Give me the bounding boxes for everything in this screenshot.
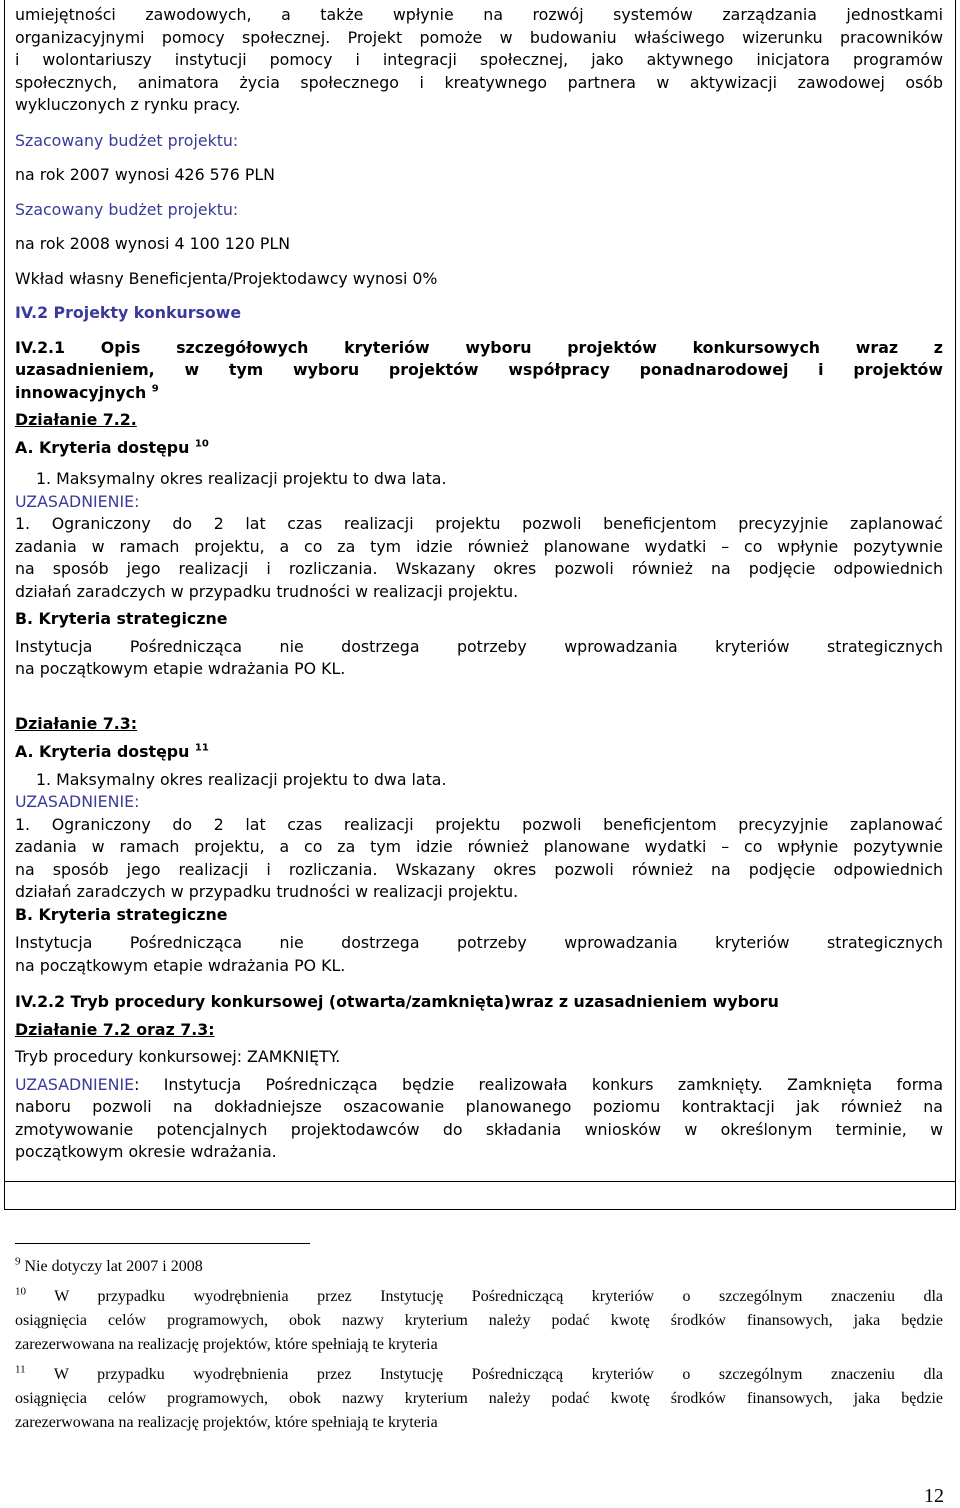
footnote-line [15, 1363, 943, 1387]
frame-divider [4, 1181, 956, 1182]
intro-line: społecznych, animatora życia społecznego i kreatywnego partnera w aktywizacji zawodowej osób [15, 72, 943, 92]
section-heading-iv22: IV.2.2 Tryb procedury konkursowej (otwarta/zamknięta)wraz z uzasadnieniem wyboru [15, 992, 779, 1011]
justification-line: naboru pozwoli na dokładniejsze oszacowanie planowanego poziomu kontraktacji jak również na [15, 1097, 943, 1116]
action-73-title: Działanie 7.3: [15, 713, 138, 733]
footnote-9 [15, 1255, 943, 1279]
section-iv22-justification [15, 1074, 943, 1164]
budget-label-2008: Szacowany budżet projektu: [15, 199, 239, 219]
footnote-11 [15, 1363, 943, 1435]
justification-line: zadania w ramach projektu, a co za tym idzie również planowane wydatki – co wpłynie pozytywnie [15, 536, 943, 556]
criteria-a-label: A. Kryteria dostępu [15, 742, 190, 761]
justification-label: UZASADNIENIE [15, 1074, 135, 1094]
justification-line: na sposób jego realizacji i rozliczania. Wskazany okres pozwoli również na podjęcie odpowiednich [15, 559, 943, 578]
footnote-text: W przypadku wyodrębnienia przez Instytucję Pośredniczącą kryteriów o szczególnym znaczeniu dla [54, 1288, 943, 1305]
criteria-b-line: Instytucja Pośrednicząca nie dostrzega potrzeby wprowadzania kryteriów strategicznych [15, 636, 943, 656]
action-72-justification-label: UZASADNIENIE: [15, 491, 140, 511]
heading-text: innowacyjnych [15, 382, 147, 402]
action-72-title: Działanie 7.2. [15, 410, 137, 429]
justification-line: 1. Ograniczony do 2 lat czas realizacji projektu pozwoli beneficjentom precyzyjnie zaplanować [15, 814, 943, 834]
footnote-10 [15, 1285, 943, 1357]
intro-line: umiejętności zawodowych, a także wpłynie na rozwój systemów zarządzania jednostkami [15, 5, 943, 24]
footnote-line [15, 1285, 943, 1309]
action-73-criteria-a [15, 741, 943, 764]
justification-line: na sposób jego realizacji i rozliczania. Wskazany okres pozwoli również na podjęcie odpowiednich [15, 859, 943, 879]
page-number: 12 [924, 1485, 944, 1507]
action-73-criteria-b: B. Kryteria strategiczne [15, 904, 228, 924]
criteria-a-label: A. Kryteria dostępu [15, 437, 190, 457]
justification-line: działań zaradczych w przypadku trudności w realizacji projektu. [15, 581, 519, 601]
action-72-justification [15, 513, 943, 603]
footnote-line: osiągnięcia celów programowych, obok nazwy kryterium należy podać kwotę środków finansowych, jaka będzie [15, 1390, 943, 1407]
footnote-ref-11[interactable]: 11 [194, 742, 209, 754]
budget-label-2007: Szacowany budżet projektu: [15, 130, 239, 150]
justification-text: : Instytucja Pośrednicząca będzie realizowała konkurs zamknięty. Zamknięta forma [134, 1074, 943, 1094]
justification-line: zmotywowanie potencjalnych projektodawców do składania wniosków w określonym terminie, w [15, 1119, 943, 1139]
section-iv22-action: Działanie 7.2 oraz 7.3: [15, 1019, 215, 1039]
criteria-b-line: na początkowym etapie wdrażania PO KL. [15, 955, 346, 975]
intro-line: i wolontariuszy instytucji pomocy i integracji społecznej, jako aktywnego inicjatora programów [15, 50, 943, 69]
budget-value-2008: na rok 2008 wynosi 4 100 120 PLN [15, 234, 291, 253]
action-73-justification [15, 814, 943, 904]
intro-line: organizacyjnymi pomocy społecznej. Projekt pomoże w budowaniu właściwego wizerunku pracowników [15, 27, 943, 47]
footnote-line: zarezerwowana na realizację projektów, które spełniają te kryteria [15, 1414, 438, 1431]
footnote-mark: 10 [15, 1285, 26, 1298]
action-72-criteria-a [15, 437, 943, 460]
footnote-text: W przypadku wyodrębnienia przez Instytucję Pośredniczącą kryteriów o szczególnym znaczeniu dla [53, 1366, 943, 1383]
procedure-mode: Tryb procedury konkursowej: ZAMKNIĘTY. [15, 1047, 341, 1066]
section-heading-iv2: IV.2 Projekty konkursowe [15, 303, 242, 322]
criteria-b-line: na początkowym etapie wdrażania PO KL. [15, 659, 346, 678]
justification-line [15, 1074, 943, 1097]
footnote-separator [15, 1243, 310, 1244]
footnote-mark: 11 [15, 1363, 26, 1376]
footnote-line: osiągnięcia celów programowych, obok nazwy kryterium należy podać kwotę środków finansowych, jaka będzie [15, 1312, 943, 1329]
section-heading-iv21-end [15, 382, 943, 405]
footnote-ref-10[interactable]: 10 [194, 438, 209, 450]
footnote-text: Nie dotyczy lat 2007 i 2008 [24, 1258, 203, 1275]
justification-line: działań zaradczych w przypadku trudności w realizacji projektu. [15, 882, 519, 901]
intro-line: wykluczonych z rynku pracy. [15, 95, 241, 114]
section-heading-iv21-cont: uzasadnieniem, w tym wyboru projektów współpracy ponadnarodowej i projektów [15, 360, 943, 379]
justification-line: początkowym okresie wdrażania. [15, 1142, 277, 1161]
footnote-ref-9[interactable]: 9 [151, 383, 159, 395]
justification-line: zadania w ramach projektu, a co za tym idzie również planowane wydatki – co wpłynie pozytywnie [15, 837, 943, 856]
footnote-line: zarezerwowana na realizację projektów, które spełniają te kryteria [15, 1336, 438, 1353]
own-contribution: Wkład własny Beneficjenta/Projektodawcy wynosi 0% [15, 268, 438, 288]
footnotes [15, 1255, 943, 1435]
justification-line: 1. Ograniczony do 2 lat czas realizacji projektu pozwoli beneficjentom precyzyjnie zaplanować [15, 514, 943, 533]
action-72-criteria-b: B. Kryteria strategiczne [15, 609, 228, 628]
document-body [15, 4, 943, 1164]
budget-value-2007: na rok 2007 wynosi 426 576 PLN [15, 165, 275, 184]
footnote-mark: 9 [15, 1255, 21, 1268]
criteria-b-line: Instytucja Pośrednicząca nie dostrzega potrzeby wprowadzania kryteriów strategicznych [15, 933, 943, 952]
action-73-item-1: 1. Maksymalny okres realizacji projektu to dwa lata. [36, 769, 447, 789]
intro-paragraph [15, 4, 943, 117]
section-heading-iv21: IV.2.1 Opis szczegółowych kryteriów wyboru projektów konkursowych wraz z [15, 337, 943, 357]
action-72-item-1: 1. Maksymalny okres realizacji projektu to dwa lata. [36, 469, 447, 488]
action-73-justification-label: UZASADNIENIE: [15, 792, 140, 811]
